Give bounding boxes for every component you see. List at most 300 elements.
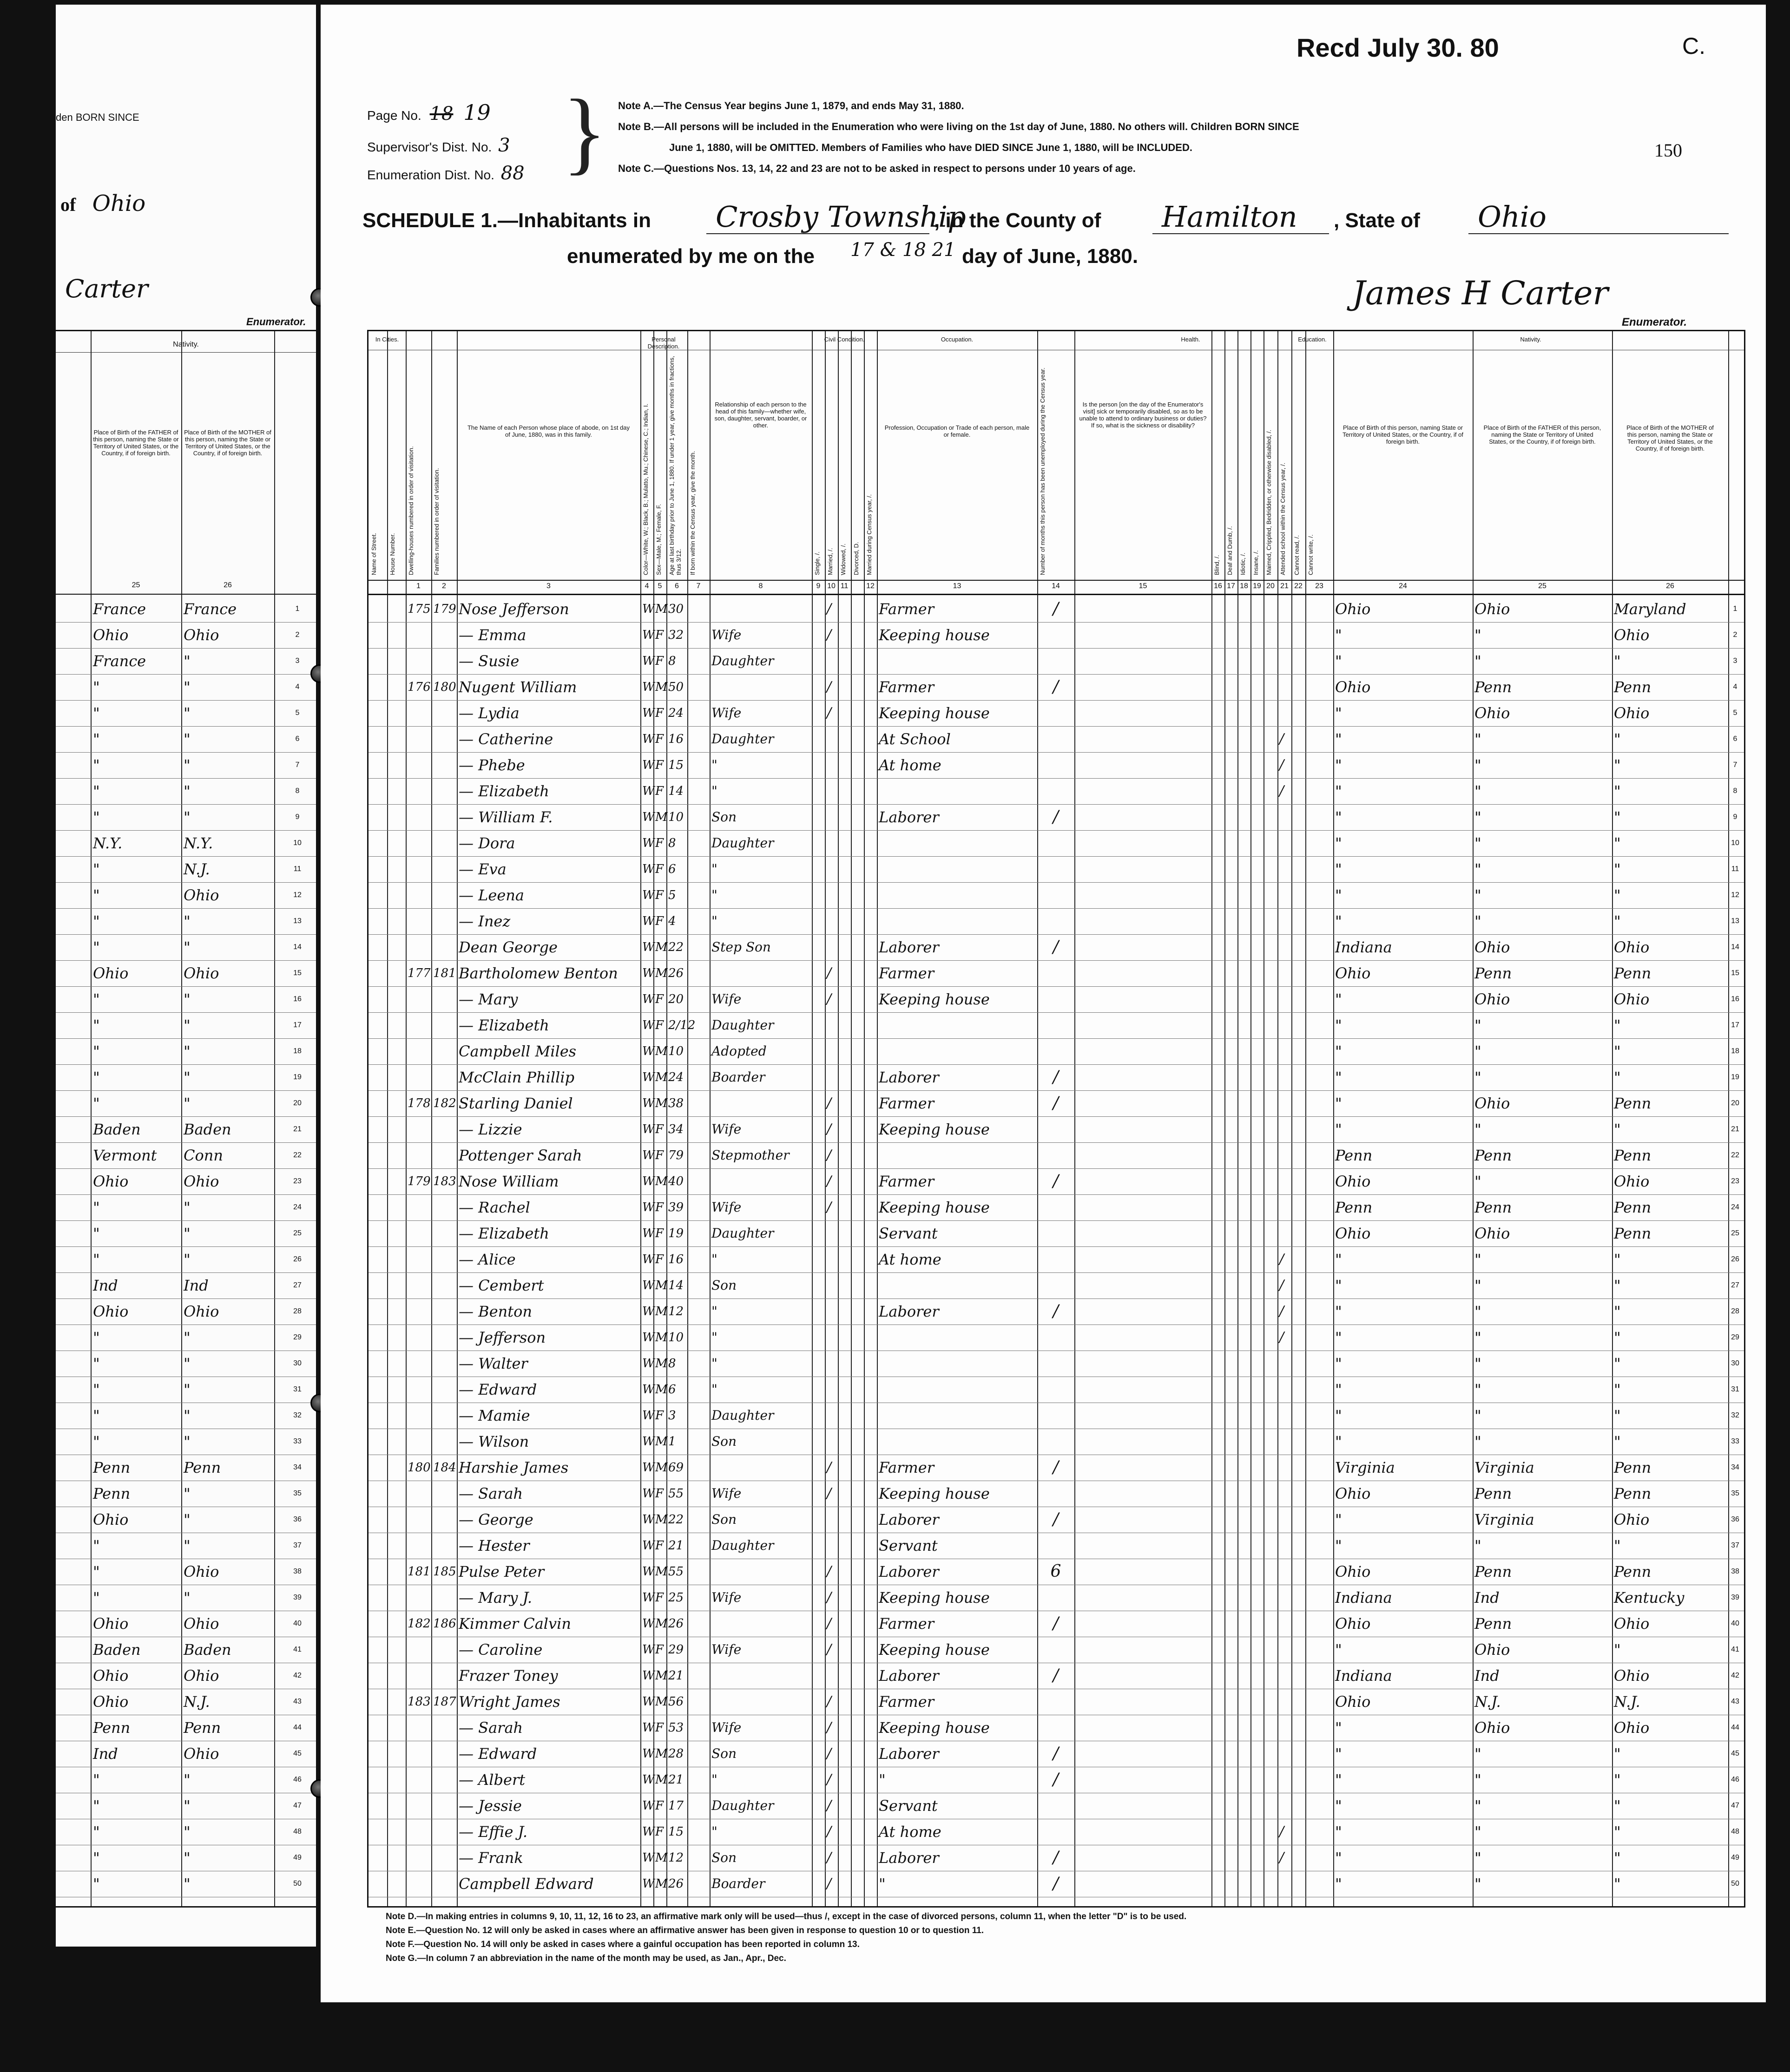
cell-mar: / [827,991,832,1007]
column-number: 6 [675,582,679,590]
birth-self-header: Place of Birth of this person, naming State or Territory of United States, or the Country, if of foreign birth. [1342,424,1463,445]
left-row-number: 1 [295,605,300,613]
cell-b24: Indiana [1335,938,1392,956]
cell-b25: Virginia [1474,1511,1534,1528]
row-number: 27 [1731,1281,1739,1289]
table-row [369,1585,1744,1611]
left-row-number: 26 [293,1255,302,1263]
left-cell-father-birth: Vermont [93,1147,157,1164]
cell-b25: " [1474,1329,1481,1346]
left-cell-mother-birth: " [184,1225,191,1242]
cell-name: — Frank [459,1849,523,1867]
left-table-row [56,1585,316,1611]
table-row [369,1142,1744,1169]
row-number: 40 [1731,1620,1739,1627]
row-number: 39 [1731,1593,1739,1601]
cell-sex: F [655,1409,664,1423]
insane-header: Insane, /. [1252,550,1259,575]
cell-b25: " [1474,652,1481,670]
table-row [369,1663,1744,1689]
cell-b24: " [1335,1719,1342,1737]
left-cell-mother-birth: " [184,1016,191,1034]
table-row [369,882,1744,909]
table-row [369,1819,1744,1845]
cell-mar: / [827,627,832,643]
cell-fam: 181 [433,966,456,980]
left-table-row [56,1715,316,1741]
cell-b25: Penn [1474,1199,1512,1216]
cell-occ: Farmer [879,1693,934,1711]
left-cell-mother-birth: Baden [184,1641,231,1659]
cell-b26: Penn [1614,1485,1652,1502]
left-row-number: 30 [293,1359,302,1367]
cell-age: 16 [668,1252,684,1266]
street-header: Name of Street. [370,532,377,575]
cell-b25: " [1474,1381,1481,1398]
cell-b26: " [1614,1641,1621,1659]
cell-age: 29 [668,1643,684,1657]
cell-unemp: / [1053,1848,1059,1867]
cell-unemp: / [1053,1302,1059,1321]
row-number: 45 [1731,1750,1739,1757]
cell-dw: 182 [408,1617,431,1631]
left-cell-father-birth: Ohio [93,1303,129,1320]
row-number: 10 [1731,839,1739,847]
cell-age: 14 [668,1279,684,1292]
left-table-row [56,1663,316,1689]
left-row-number: 11 [293,865,302,873]
table-row [369,804,1744,831]
enum-dist-value: 88 [500,163,525,184]
row-number: 5 [1733,709,1737,717]
left-table-row [56,986,316,1013]
married-year-header: Married during Census year, /. [866,494,873,575]
left-cell-mother-birth: " [184,1433,191,1450]
cell-dw: 180 [408,1461,431,1475]
left-row-number: 27 [293,1281,302,1289]
cell-name: Pulse Peter [459,1563,545,1580]
cell-b25: " [1474,1277,1481,1294]
note-c: Note C.—Questions Nos. 13, 14, 22 and 23 are not to be asked in respect to persons under 10 years of age. [618,163,1136,174]
left-table-row [56,1038,316,1065]
left-cell-mother-birth: " [184,1849,191,1867]
cell-name: Pottenger Sarah [459,1147,582,1164]
column-number: 2 [442,582,446,590]
cell-mar: / [827,1563,832,1580]
left-table-row [56,1793,316,1819]
cell-b24: " [1335,1537,1342,1554]
cell-b24: " [1335,1433,1342,1450]
cell-b26: Ohio [1614,1173,1650,1190]
cell-b24: " [1335,730,1342,748]
left-cell-mother-birth: Ind [184,1277,209,1294]
cell-sex: F [655,628,664,642]
cell-occ: " [879,1875,886,1893]
cell-name: — Rachel [459,1199,530,1216]
left-row-number: 23 [293,1177,302,1185]
cell-b24: " [1335,1121,1342,1138]
page-no-value: 19 [463,100,491,125]
left-nativity-label: Nativity. [173,341,199,348]
left-cell-father-birth: " [93,912,100,930]
cell-b25: " [1474,808,1481,826]
cell-b26: " [1614,756,1621,774]
cell-rel: Wife [711,627,742,643]
row-number: 30 [1731,1359,1739,1367]
row-number: 32 [1731,1411,1739,1419]
cell-sex: F [655,836,664,850]
cell-rel: " [711,1772,717,1787]
school-header: Attended school within the Census year, /. [1279,462,1286,575]
cell-b26: " [1614,1303,1621,1320]
cell-name: McClain Phillip [459,1069,575,1086]
cell-name: — Hester [459,1537,530,1554]
cell-fam: 187 [433,1695,456,1709]
cell-b24: " [1335,1381,1342,1398]
cell-b24: " [1335,860,1342,878]
cell-fam: 180 [433,680,456,694]
left-grid [56,330,316,1908]
cell-b26: Penn [1614,678,1652,696]
header-divider [369,580,1744,581]
left-cell-mother-birth: " [184,1329,191,1346]
cell-b26: " [1614,1875,1621,1893]
cell-age: 6 [668,862,676,876]
civil-header: Civil Condition. [824,336,865,343]
cell-color: W [642,1721,655,1735]
cell-b24: " [1335,756,1342,774]
left-cell-mother-birth: Ohio [184,626,219,644]
left-cell-mother-birth: Ohio [184,1745,219,1763]
left-cell-father-birth: " [93,1095,100,1112]
left-cell-mother-birth: " [184,938,191,956]
left-enumerator-label: Enumerator. [246,316,306,328]
cell-b26: " [1614,1043,1621,1060]
cell-rel: Daughter [711,1408,774,1423]
cell-unemp: / [1053,1874,1059,1893]
cell-rel: Wife [711,1642,742,1657]
cell-b24: " [1335,1069,1342,1086]
left-state-line [60,190,145,216]
left-cell-mother-birth: " [184,1407,191,1424]
left-cell-father-birth: " [93,990,100,1008]
cell-sex: M [655,1070,668,1084]
left-row-number: 35 [293,1489,302,1497]
cell-mar: / [827,965,832,981]
cell-color: W [642,1591,655,1605]
left-row-number: 18 [293,1047,302,1055]
cell-age: 69 [668,1461,684,1475]
cell-b26: Penn [1614,1459,1652,1476]
left-cell-mother-birth: " [184,1095,191,1112]
relationship-header: Relationship of each person to the head of this family—whether wife, son, daughter, servant, boarder, or other. [714,401,807,429]
column-number: 17 [1227,582,1235,590]
left-row-number: 46 [293,1776,302,1783]
column-number: 1 [416,582,421,590]
cell-b25: Ind [1474,1589,1500,1606]
cell-color: W [642,836,655,850]
cell-b26: " [1614,730,1621,748]
left-row-number: 22 [293,1151,302,1159]
cell-age: 24 [668,1070,684,1084]
row-number: 44 [1731,1724,1739,1731]
left-facing-page [56,5,316,1947]
cell-mar: / [827,1693,832,1710]
cell-name: — Inez [459,912,511,930]
cell-sex: M [655,1851,668,1865]
cell-age: 40 [668,1174,684,1188]
cell-name: — Eva [459,860,507,878]
cell-school: / [1279,757,1284,773]
cell-fam: 179 [433,602,456,616]
sex-header: Sex—Male, M.; Female, F. [655,504,662,575]
schedule-label: SCHEDULE 1.—Inhabitants in [362,209,651,232]
cell-b25: " [1474,1745,1481,1763]
cell-b24: " [1335,1849,1342,1867]
cell-color: W [642,602,655,616]
cell-b25: Ohio [1474,990,1510,1008]
cell-sex: M [655,940,668,954]
cell-b26: " [1614,1797,1621,1815]
cell-age: 8 [668,836,676,850]
cell-name: — Walter [459,1355,528,1372]
cell-mar: / [827,679,832,695]
cell-b24: " [1335,1355,1342,1372]
left-table-row [56,1611,316,1637]
cell-occ: Keeping house [879,626,990,644]
cell-unemp: / [1053,807,1059,826]
cell-name: — Susie [459,652,520,670]
cell-school: / [1279,1303,1284,1319]
row-number: 4 [1733,683,1737,691]
table-row [369,1689,1744,1715]
cell-b24: Ohio [1335,1485,1371,1502]
cell-name: — Mary J. [459,1589,533,1606]
cell-color: W [642,1513,655,1527]
cell-rel: Daughter [711,1798,774,1813]
cell-mar: / [827,1849,832,1866]
cell-rel: Wife [711,1486,742,1501]
cell-b25: " [1474,1016,1481,1034]
enum-dist-line [367,163,525,184]
sick-header: Is the person [on the day of the Enumerator's visit] sick or temporarily disabled, so as to be unable to attend to ordinary business or duties? If so, what is the sickness or disability? [1079,401,1207,429]
cell-color: W [642,1799,655,1813]
left-row-number: 15 [293,969,302,977]
cell-sex: F [655,1643,664,1657]
cell-b25: " [1474,782,1481,800]
left-row-number: 13 [293,917,302,925]
cell-b26: " [1614,860,1621,878]
left-row-number: 14 [293,943,302,951]
cell-fam: 186 [433,1617,456,1631]
left-table-row [56,1871,316,1897]
schedule-line [362,200,1738,237]
cell-fam: 182 [433,1096,456,1110]
cell-b26: Ohio [1614,1615,1650,1633]
left-table-row [56,934,316,961]
cell-b26: Ohio [1614,704,1650,722]
left-cell-mother-birth: " [184,1875,191,1893]
row-number: 13 [1731,917,1739,925]
cell-b24: " [1335,626,1342,644]
table-row [369,1325,1744,1351]
left-cell-mother-birth: France [184,600,237,618]
left-table-row [56,1741,316,1767]
table-row [369,1845,1744,1871]
note-b-2: June 1, 1880, will be OMITTED. Members of Families who have DIED SINCE June 1, 1880, will be INCLUDED. [669,142,1192,153]
cell-b25: " [1474,1121,1481,1138]
left-row-number: 36 [293,1515,302,1523]
cell-rel: " [711,757,717,773]
left-table-row [56,1403,316,1429]
row-number: 12 [1731,891,1739,899]
cell-b26: " [1614,782,1621,800]
enum-dist-label: Enumeration Dist. No. [367,168,494,182]
column-number: 25 [1538,582,1547,590]
cell-b24: Ohio [1335,600,1371,618]
cell-mar: / [827,705,832,721]
left-cell-father-birth: " [93,1537,100,1554]
cell-age: 50 [668,680,684,694]
cell-occ: " [879,1771,886,1789]
left-table-row [56,908,316,935]
cell-color: W [642,1200,655,1214]
left-table-row [56,1168,316,1195]
cell-occ: Laborer [879,1303,939,1320]
cell-b24: " [1335,1016,1342,1034]
left-table-row [56,1090,316,1117]
cell-rel: Wife [711,705,742,721]
left-row-number: 24 [293,1203,302,1211]
left-cell-mother-birth: " [184,1797,191,1815]
cell-occ: Farmer [879,1459,934,1476]
cell-b24: " [1335,1251,1342,1268]
left-cell-father-birth: " [93,1849,100,1867]
left-cell-mother-birth: " [184,912,191,930]
cell-name: — William F. [459,808,553,826]
cell-color: W [642,1565,655,1579]
table-row [369,752,1744,779]
left-cell-mother-birth: " [184,1771,191,1789]
table-row [369,1272,1744,1299]
cell-sex: M [655,1044,668,1058]
cell-b25: " [1474,834,1481,852]
cell-age: 79 [668,1148,684,1162]
left-table-row [56,1298,316,1325]
table-row [369,1012,1744,1039]
table-row [369,1351,1744,1377]
cell-school: / [1279,783,1284,799]
note-b-1: Note B.—All persons will be included in the Enumeration who were living on the 1st day of June, 1880. No others will. Children BORN SINCE [618,121,1299,132]
row-number: 33 [1731,1437,1739,1445]
cell-b25: " [1474,1173,1481,1190]
cell-b25: Penn [1474,1563,1512,1580]
cell-b25: Ohio [1474,1225,1510,1242]
left-row-number: 29 [293,1333,302,1341]
cell-occ: Laborer [879,1667,939,1685]
cell-mar: / [827,1095,832,1111]
left-cell-father-birth: " [93,1771,100,1789]
left-row-number: 50 [293,1880,302,1888]
left-cell-father-birth: " [93,1251,100,1268]
education-header: Education. [1298,336,1327,343]
cell-b26: " [1614,1329,1621,1346]
row-number: 36 [1731,1515,1739,1523]
cell-b25: " [1474,1771,1481,1789]
left-row-number: 44 [293,1724,302,1731]
cell-color: W [642,1148,655,1162]
cell-b24: " [1335,808,1342,826]
table-row [369,1403,1744,1429]
row-number: 43 [1731,1698,1739,1705]
cell-fam: 184 [433,1461,456,1475]
left-table-row [56,1559,316,1585]
left-row-number: 10 [293,839,302,847]
cell-occ: Laborer [879,1849,939,1867]
cell-sex: F [655,1539,664,1553]
cell-color: W [642,1747,655,1761]
cell-b24: Penn [1335,1147,1373,1164]
row-number: 23 [1731,1177,1739,1185]
table-row [369,1767,1744,1793]
left-cell-mother-birth: " [184,1251,191,1268]
left-table-row [56,960,316,987]
cell-age: 26 [668,1617,684,1631]
cell-age: 3 [668,1409,676,1423]
left-row-number: 21 [293,1125,302,1133]
cell-unemp: / [1053,1510,1059,1529]
cell-school: / [1279,1329,1284,1345]
cell-dw: 176 [408,680,431,694]
cell-b26: Ohio [1614,1511,1650,1528]
cell-unemp: / [1053,1458,1059,1477]
row-number: 46 [1731,1776,1739,1783]
left-row-number: 32 [293,1411,302,1419]
health-header: Health. [1181,336,1200,343]
column-number: 7 [696,582,701,590]
cell-b25: " [1474,1433,1481,1450]
cell-b24: Ohio [1335,1173,1371,1190]
cell-b24: " [1335,1303,1342,1320]
left-cell-mother-birth: " [184,678,191,696]
cell-occ: Keeping house [879,1589,990,1606]
cell-color: W [642,810,655,824]
cell-b24: Ohio [1335,678,1371,696]
nativity-header: Nativity. [1520,336,1541,343]
cell-school: / [1279,1849,1284,1866]
table-row [369,1559,1744,1585]
row-number: 11 [1731,865,1739,873]
column-number: 9 [816,582,821,590]
county-label: , in the County of [934,209,1101,232]
cell-rel: " [711,913,717,929]
row-number: 24 [1731,1203,1739,1211]
column-number: 24 [1399,582,1407,590]
cell-name: — Elizabeth [459,1225,549,1242]
left-table-row [56,1220,316,1247]
cell-b25: Ohio [1474,938,1510,956]
header-divider [369,594,1744,595]
left-cell-father-birth: " [93,1199,100,1216]
left-table-row [56,1246,316,1273]
left-cell-father-birth: Ohio [93,1693,129,1711]
table-row [369,700,1744,727]
cell-sex: M [655,680,668,694]
cell-b24: Virginia [1335,1459,1395,1476]
cell-unemp: / [1053,1744,1059,1763]
left-cell-mother-birth: " [184,1537,191,1554]
left-table-row [56,1325,316,1351]
